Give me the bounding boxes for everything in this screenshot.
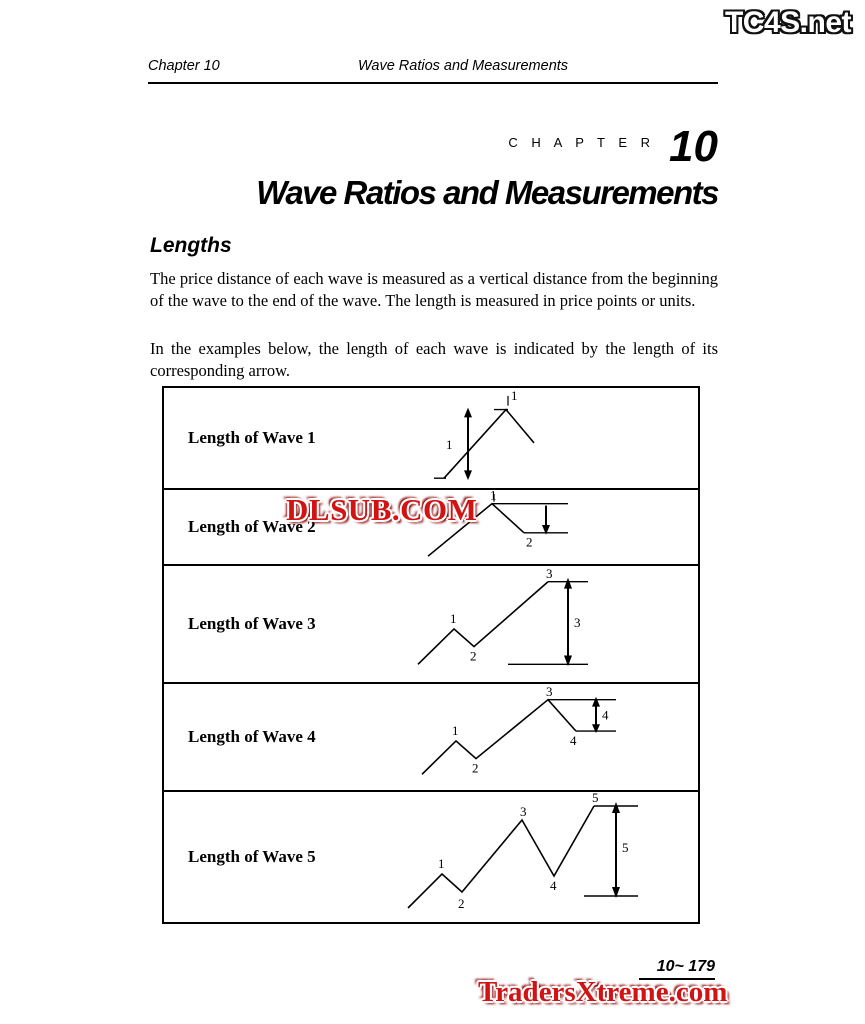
figure-wave-lengths [162,386,700,924]
figure-row-label: Length of Wave 4 [188,727,316,746]
wave-diagram-3 [398,566,698,682]
figure-row-label: Length of Wave 1 [188,428,316,447]
svg-text:2: 2 [470,649,477,664]
svg-text:2: 2 [526,535,533,550]
watermark-bottom: TradersXtreme.com [478,976,728,1008]
running-head-left: Chapter 10 [148,58,220,74]
svg-text:2: 2 [472,761,479,776]
figure-row-label: Length of Wave 3 [188,614,316,633]
svg-text:4: 4 [602,708,609,723]
svg-text:3: 3 [520,804,527,819]
paragraph-2: In the examples below, the length of each wave is indicated by the length of its corresponding arrow. [150,339,718,380]
svg-text:3: 3 [574,616,581,630]
figure-row-wave-5 [164,792,698,922]
svg-text:4: 4 [570,733,577,748]
figure-row-wave-1 [164,388,698,490]
svg-text:3: 3 [546,566,553,581]
svg-text:4: 4 [550,878,557,893]
watermark-center: DLSUB.COM [286,492,478,527]
svg-text:1: 1 [511,388,518,403]
chapter-word: C H A P T E R [508,135,656,150]
figure-row-label: Length of Wave 5 [188,847,316,866]
page-folio: 10~ 179 [656,958,715,975]
svg-text:1: 1 [450,612,457,626]
figure-row-wave-4 [164,684,698,792]
svg-text:5: 5 [592,792,599,805]
figure-row-label: Length of Wave 2 [188,517,316,536]
watermark-top-right: TC4S.net [724,6,851,39]
svg-text:1: 1 [446,437,453,452]
wave-diagram-4 [398,684,698,790]
svg-text:2: 2 [458,896,465,911]
chapter-line [148,122,718,172]
svg-text:1: 1 [490,490,497,503]
chapter-number: 10 [669,122,718,171]
wave-diagram-1 [398,388,698,488]
svg-text:1: 1 [438,856,445,871]
figure-row-wave-3 [164,566,698,684]
header-rule [148,82,718,84]
running-head-center: Wave Ratios and Measurements [357,58,569,74]
chapter-title: Wave Ratios and Measurements [256,174,718,211]
paragraph-1: The price distance of each wave is measured as a vertical distance from the beginning of the wave to the end of the wave. The length is measured in price points or units. [150,269,718,310]
wave-diagram-5 [398,792,698,922]
section-heading: Lengths [150,234,232,257]
svg-text:5: 5 [622,840,629,855]
svg-text:1: 1 [452,724,459,739]
svg-text:3: 3 [546,684,553,699]
